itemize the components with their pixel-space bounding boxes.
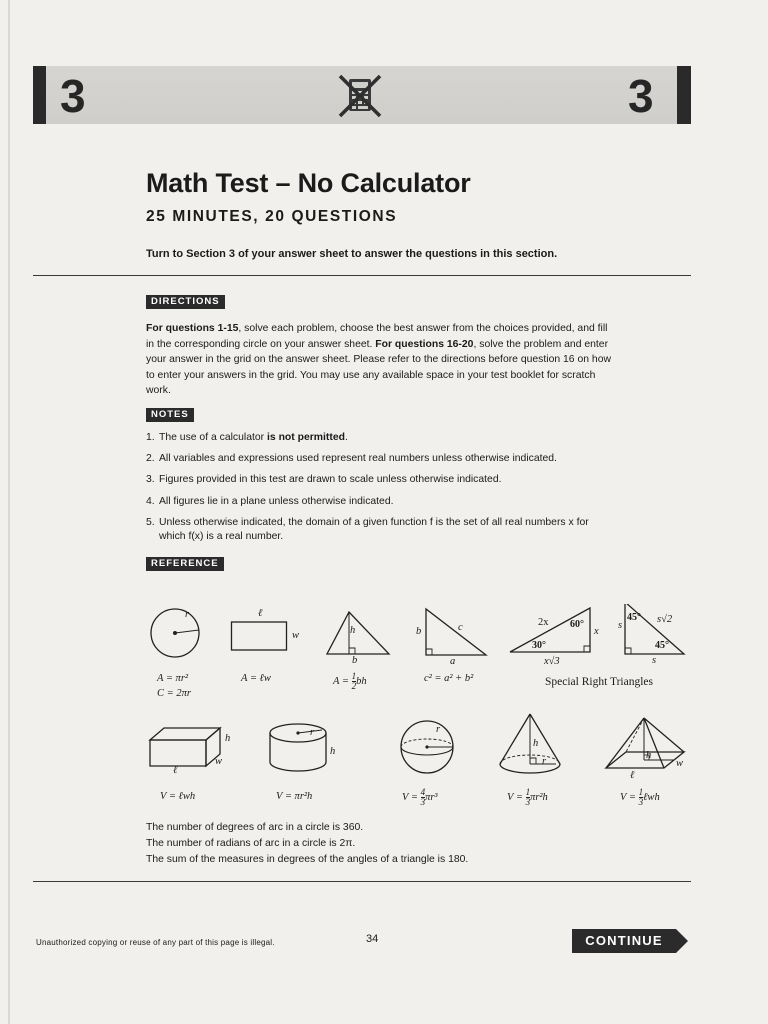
box-length-label: ℓ <box>173 765 178 776</box>
right-triangle-a-label: a <box>450 656 456 667</box>
special-t1-x-label: x <box>594 626 599 637</box>
note-number: 5. <box>146 516 155 528</box>
formula-lhs: V = <box>620 791 636 803</box>
cone-radius-label: r <box>542 756 547 767</box>
note-text: All figures lie in a plane unless otherwise indicated. <box>159 495 394 507</box>
fact-radians: The number of radians of arc in a circle is 2π. <box>146 838 356 849</box>
formula-rhs: bh <box>356 675 367 687</box>
sphere-figure <box>398 718 456 776</box>
cylinder-height-label: h <box>330 746 336 757</box>
note-text: Figures provided in this test are drawn to scale unless otherwise indicated. <box>159 474 502 486</box>
special-t1-hypotenuse: 2x <box>538 617 549 628</box>
cylinder-volume-formula: V = πr²h <box>276 791 313 802</box>
page-subtitle: 25 MINUTES, 20 QUESTIONS <box>146 208 398 225</box>
rectangle-length-label: ℓ <box>258 608 263 619</box>
note-number: 4. <box>146 495 155 507</box>
fraction-denominator: 3 <box>420 797 426 807</box>
box-figure <box>148 726 224 768</box>
pyramid-length-label: ℓ <box>630 770 635 781</box>
note-item <box>146 452 626 466</box>
special-t2-45-angle-top: 45° <box>627 612 641 623</box>
special-t2-s-side: s <box>618 620 623 631</box>
notes-tag: NOTES <box>146 408 194 422</box>
no-calculator-icon <box>336 72 384 120</box>
note-emphasis: is not permitted <box>267 432 345 443</box>
rectangle-area-formula: A = ℓw <box>241 673 271 684</box>
note-text-continued: which f(x) is a real number. <box>159 530 284 542</box>
special-t1-30-angle: 30° <box>532 640 546 651</box>
page-edge <box>8 0 10 1024</box>
triangle-base-label: b <box>352 655 358 666</box>
reference-tag: REFERENCE <box>146 557 224 571</box>
formula-lhs: V = <box>507 791 523 803</box>
reference-facts <box>146 820 468 868</box>
directions-text <box>146 321 616 399</box>
fraction-numerator: 4 <box>420 787 426 797</box>
fraction-denominator: 3 <box>638 797 644 807</box>
note-text: All variables and expressions used represent real numbers unless otherwise indicated. <box>159 453 557 465</box>
special-t2-hypotenuse: s√2 <box>657 614 673 625</box>
formula-rhs: πr²h <box>530 791 548 803</box>
formula-lhs: A = <box>333 675 349 687</box>
sphere-volume-formula <box>402 788 438 807</box>
directions-q1-15: For questions 1-15 <box>146 323 239 334</box>
cylinder-figure <box>268 722 332 774</box>
divider-bottom <box>33 881 691 882</box>
pyramid-height-label: h <box>646 750 652 761</box>
continue-label: CONTINUE <box>585 933 663 948</box>
right-triangle-c-label: c <box>458 622 463 633</box>
note-item <box>146 495 626 509</box>
fraction-numerator: 1 <box>638 787 644 797</box>
sphere-radius-label: r <box>436 724 441 735</box>
circle-radius-label: r <box>185 609 190 620</box>
fact-degrees: The number of degrees of arc in a circle is 360. <box>146 822 364 833</box>
circle-area-formula: A = πr² <box>157 673 189 684</box>
rectangle-width-label: w <box>292 630 300 641</box>
pyramid-volume-formula <box>620 788 660 807</box>
fraction-numerator: 1 <box>525 787 531 797</box>
formula-lhs: V = <box>402 791 418 803</box>
special-t1-base: x√3 <box>544 656 560 667</box>
note-item <box>146 516 626 544</box>
section-instruction: Turn to Section 3 of your answer sheet to answer the questions in this section. <box>146 248 558 260</box>
note-number: 3. <box>146 474 155 486</box>
copyright-notice: Unauthorized copying or reuse of any part of this page is illegal. <box>36 938 275 947</box>
pyramid-width-label: w <box>676 758 684 769</box>
note-item <box>146 431 626 445</box>
special-triangles-caption: Special Right Triangles <box>545 676 653 688</box>
triangle-figure <box>325 610 391 656</box>
fraction-denominator: 3 <box>525 797 531 807</box>
special-t2-base: s <box>652 655 657 666</box>
formula-rhs: πr³ <box>425 791 438 803</box>
right-triangle-b-label: b <box>416 626 422 637</box>
directions-q16-20: For questions 16-20 <box>375 338 474 350</box>
triangle-height-label: h <box>350 625 356 636</box>
box-width-label: w <box>215 756 223 767</box>
cone-height-label: h <box>533 738 539 749</box>
circle-figure <box>148 606 204 662</box>
box-height-label: h <box>225 733 231 744</box>
section-number-left: 3 <box>60 70 86 122</box>
box-volume-formula: V = ℓwh <box>160 791 196 802</box>
special-t1-60-angle: 60° <box>570 619 584 630</box>
pythagorean-formula: c² = a² + b² <box>424 673 474 684</box>
cylinder-radius-label: r <box>310 727 315 738</box>
directions-text-2: , solve the problem and enter your answer in the grid on the answer sheet. Please refer to the directions before question 16 on how to enter your answers in the grid. You may use any available space in your test booklet for scratch work. <box>146 338 611 396</box>
right-triangle-figure <box>424 607 488 657</box>
triangle-area-formula <box>333 672 367 691</box>
rectangle-figure <box>230 620 290 654</box>
note-tail: . <box>344 432 348 443</box>
circle-circumference-formula: C = 2πr <box>157 688 191 699</box>
fact-triangle-sum: The sum of the measures in degrees of the angles of a triangle is 180. <box>146 854 469 865</box>
notes-list <box>146 431 626 551</box>
divider-top <box>33 275 691 276</box>
note-text: The use of a calculator <box>159 432 268 443</box>
page-number: 34 <box>366 933 379 945</box>
note-number: 1. <box>146 432 155 443</box>
cone-volume-formula <box>507 788 548 807</box>
cone-figure <box>498 712 562 778</box>
note-text: Unless otherwise indicated, the domain of a given function f is the set of all real numbers x for <box>159 516 589 528</box>
formula-rhs: ℓwh <box>643 791 660 803</box>
special-t2-45-angle-bottom: 45° <box>655 640 669 651</box>
fraction-denominator: 2 <box>351 681 357 691</box>
page-title: Math Test – No Calculator <box>146 168 471 198</box>
directions-text-1: , solve each problem, choose the best answer from the choices provided, and fill in the corresponding circle on your answer sheet. <box>146 323 608 350</box>
header-bar-left <box>33 66 46 124</box>
note-item <box>146 473 626 487</box>
note-number: 2. <box>146 453 155 465</box>
directions-tag: DIRECTIONS <box>146 295 225 309</box>
header-bar-right <box>677 66 691 124</box>
fraction-numerator: 1 <box>351 671 357 681</box>
section-number-right: 3 <box>628 70 654 122</box>
